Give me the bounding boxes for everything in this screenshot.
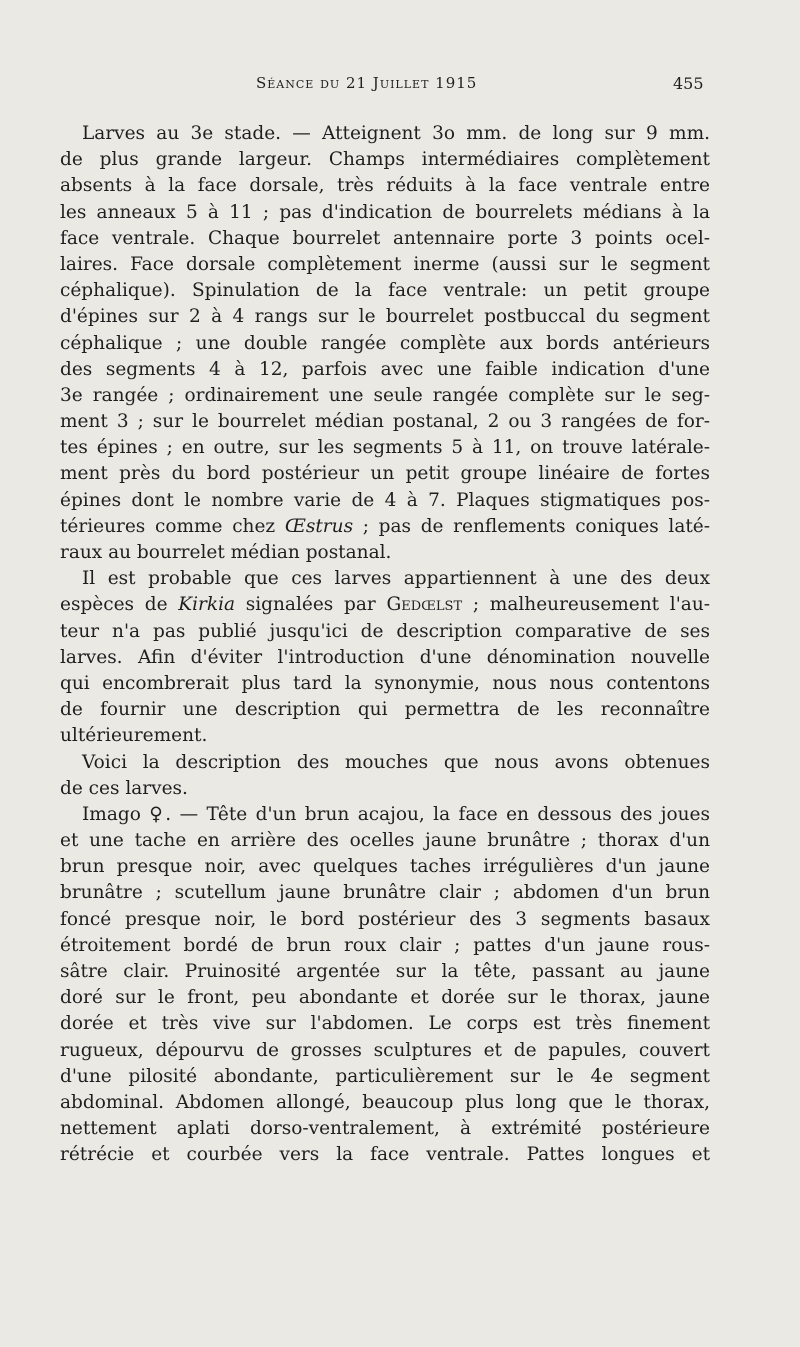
text-line-mixed: [60, 514, 710, 540]
author-name: Gedœlst: [386, 594, 463, 616]
text-line: Imago ♀. — Tête d'un brun acajou, la face en dessous des joues: [82, 803, 710, 825]
text-line: de ces larves.: [60, 777, 188, 799]
text-line: d'une pilosité abondante, particulièrement sur le 4e segment: [60, 1065, 710, 1087]
text-line: tes épines ; en outre, sur les segments 5 à 11, on trouve latérale-: [60, 437, 710, 459]
text-line: épines dont le nombre varie de 4 à 7. Plaques stigmatiques pos-: [60, 489, 710, 511]
text-run: ; malheureusement l'au-: [462, 594, 710, 616]
text-line: absents à la face dorsale, très réduits à la face ventrale entre: [60, 175, 710, 197]
body-text: [60, 121, 710, 1169]
text-line: et une tache en arrière des ocelles jaune brunâtre ; thorax d'un: [60, 830, 710, 852]
text-line: brun presque noir, avec quelques taches irrégulières d'un jaune: [60, 856, 710, 878]
text-line: de fournir une description qui permettra de les reconnaître: [60, 699, 710, 721]
text-line: rétrécie et courbée vers la face ventrale. Pattes longues et: [60, 1144, 710, 1166]
text-line: des segments 4 à 12, parfois avec une faible indication d'une: [60, 358, 710, 380]
text-line: céphalique ; une double rangée complète aux bords antérieurs: [60, 332, 710, 354]
text-line: larves. Afin d'éviter l'introduction d'une dénomination nouvelle: [60, 646, 710, 668]
running-head: [0, 74, 800, 98]
text-line: d'épines sur 2 à 4 rangs sur le bourrelet postbuccal du segment: [60, 306, 710, 328]
genus-name: Kirkia: [178, 594, 236, 616]
paragraph-kirkia-note: [60, 566, 710, 749]
text-line: doré sur le front, peu abondante et dorée sur le thorax, jaune: [60, 987, 710, 1009]
paragraph-larvae-description: [60, 121, 710, 566]
text-line: raux au bourrelet médian postanal.: [60, 542, 392, 563]
text-line: sâtre clair. Pruinosité argentée sur la tête, passant au jaune: [60, 961, 710, 982]
text-run: espèces de: [60, 594, 179, 616]
text-line: étroitement bordé de brun roux clair ; pattes d'un jaune rous-: [60, 934, 710, 956]
text-line: qui encombrerait plus tard la synonymie, nous nous contentons: [60, 672, 710, 694]
text-run: ; pas de renflements coniques laté-: [353, 515, 710, 537]
text-line: les anneaux 5 à 11 ; pas d'indication de bourrelets médians à la: [60, 201, 710, 223]
text-line: 3e rangée ; ordinairement une seule rangée complète sur le seg-: [60, 384, 710, 406]
genus-name: Œstrus: [284, 515, 354, 537]
text-line: céphalique). Spinulation de la face ventrale: un petit groupe: [60, 280, 710, 302]
text-run: signalées par: [235, 594, 387, 616]
text-line: nettement aplati dorso-ventralement, à extrémité postérieure: [60, 1118, 710, 1140]
text-line: ment 3 ; sur le bourrelet médian postanal, 2 ou 3 rangées de for-: [60, 411, 710, 433]
text-line: ment près du bord postérieur un petit groupe linéaire de fortes: [60, 463, 710, 485]
page-number: 455: [673, 74, 704, 93]
text-line: de plus grande largeur. Champs intermédiaires complètement: [60, 149, 710, 171]
paragraph-imago-description: [60, 802, 710, 1169]
text-line: teur n'a pas publié jusqu'ici de description comparative de ses: [60, 620, 710, 642]
text-line: foncé presque noir, le bord postérieur des 3 segments basaux: [60, 908, 710, 930]
text-line: rugueux, dépourvu de grosses sculptures et de papules, couvert: [60, 1039, 710, 1061]
text-run: térieures comme chez: [60, 515, 285, 537]
text-line: Larves au 3e stade. — Atteignent 3o mm. de long sur 9 mm.: [82, 123, 710, 144]
text-line: dorée et très vive sur l'abdomen. Le corps est très finement: [60, 1013, 710, 1035]
text-line: ultérieurement.: [60, 725, 208, 747]
text-line: face ventrale. Chaque bourrelet antennaire porte 3 points ocel-: [60, 227, 710, 249]
text-line-mixed: [60, 592, 710, 618]
text-line: abdominal. Abdomen allongé, beaucoup plus long que le thorax,: [60, 1091, 710, 1113]
running-title: Séance du 21 Juillet 1915: [256, 74, 478, 92]
paragraph-flies-intro: [60, 750, 710, 802]
text-line: brunâtre ; scutellum jaune brunâtre clair ; abdomen d'un brun: [60, 882, 710, 904]
text-line: Il est probable que ces larves appartiennent à une des deux: [82, 568, 710, 590]
text-line: laires. Face dorsale complètement inerme (aussi sur le segment: [60, 253, 710, 275]
text-line: Voici la description des mouches que nous avons obtenues: [82, 751, 710, 773]
